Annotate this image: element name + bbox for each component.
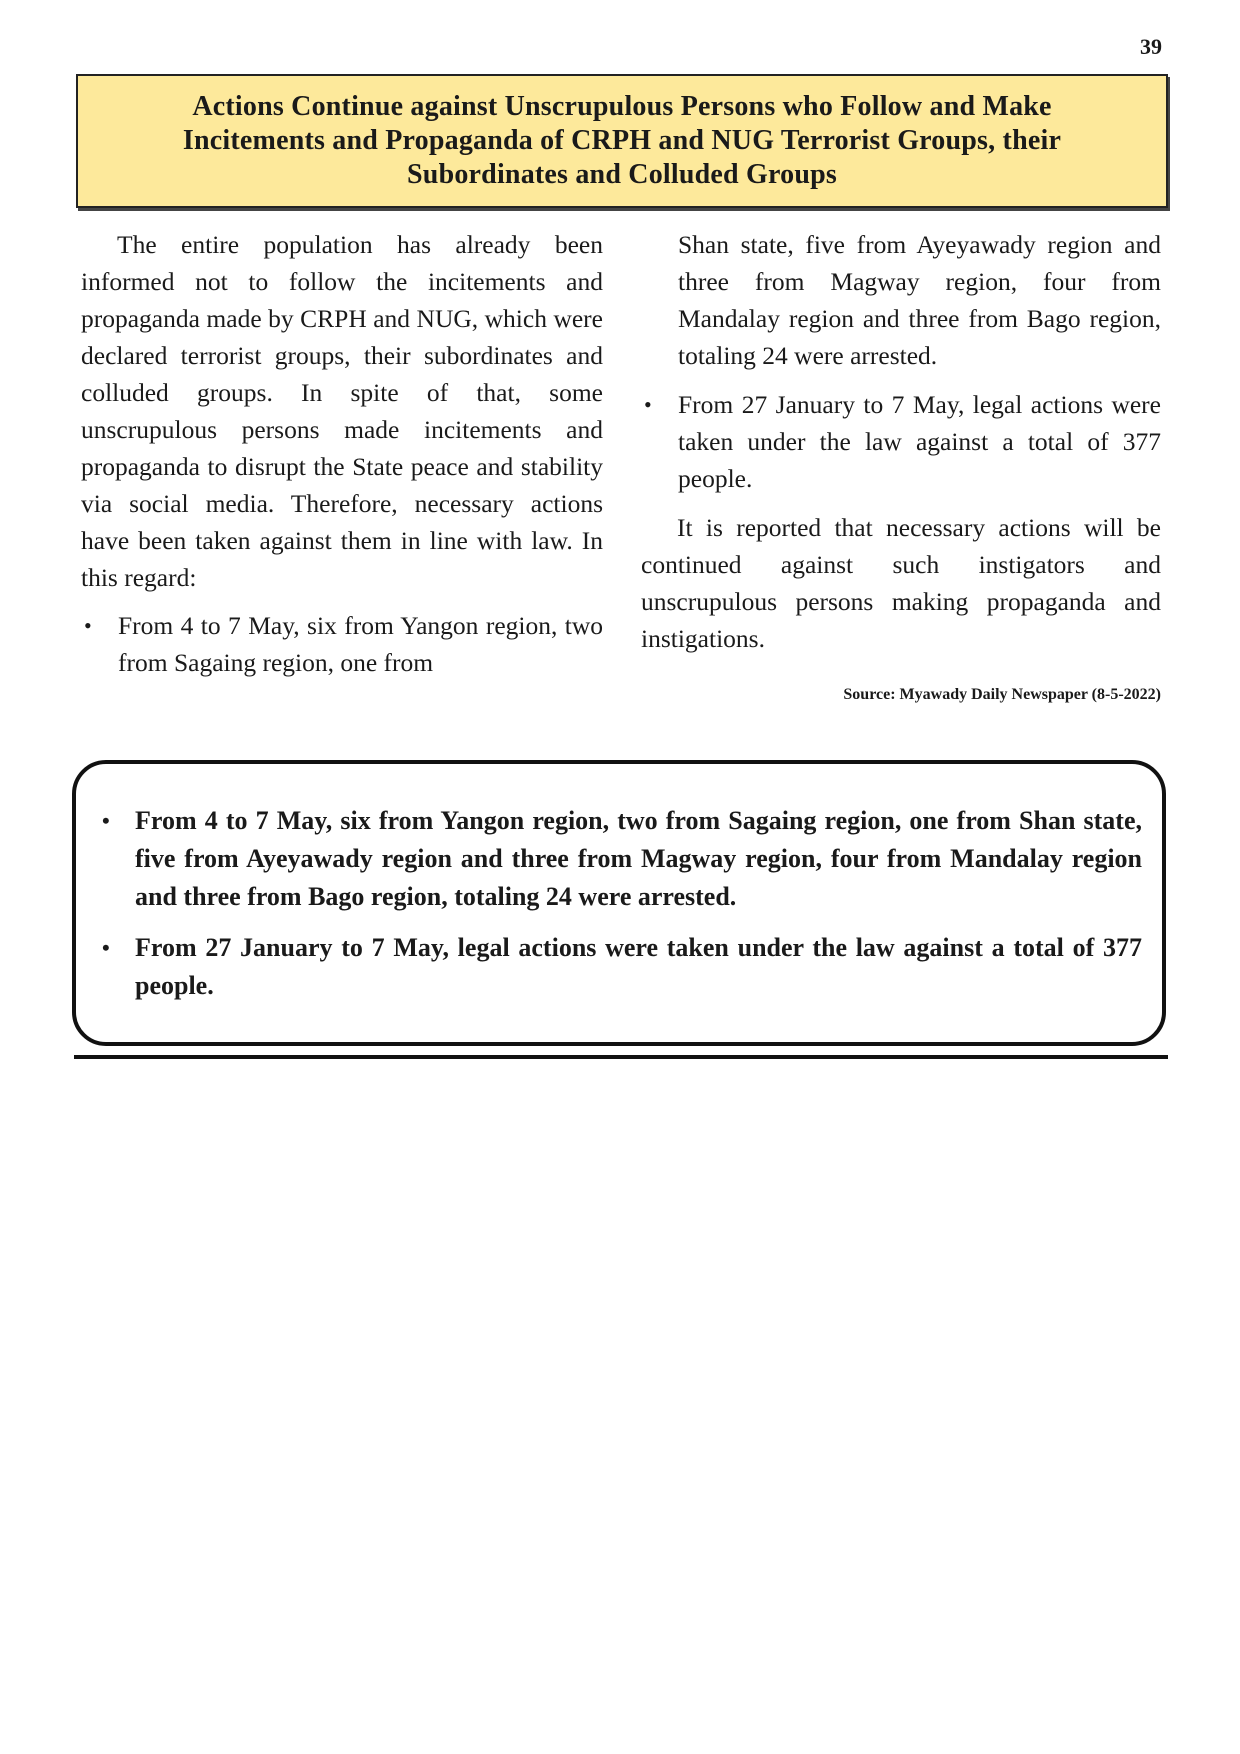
bullet-icon: • — [102, 808, 110, 833]
article-bullet-text: From 27 January to 7 May, legal actions were taken under the law against a total of 377 people. — [678, 390, 1161, 493]
bullet-icon: • — [84, 613, 92, 638]
bullet-icon: • — [102, 935, 110, 960]
article-bullet-text: From 4 to 7 May, six from Yangon region, two from Sagaing region, one from — [118, 611, 603, 677]
page-number: 39 — [1140, 34, 1162, 59]
article-conclusion-paragraph: It is reported that necessary actions will be continued against such instigators and unscrupulous persons making propaganda and instigations. — [641, 513, 1161, 653]
article-intro-paragraph: The entire population has already been informed not to follow the incitements and propaganda made by CRPH and NUG, which were declared terrorist groups, their subordinates and colluded groups. In spite of that, some unscrupulous persons made incitements and propaganda to disrupt the State peace and stability via social media. Therefore, necessary actions have been taken against them in line with law. In this regard: — [81, 230, 603, 592]
article-bullet-list-right — [641, 226, 1161, 497]
summary-item-text: From 4 to 7 May, six from Yangon region, two from Sagaing region, one from Shan state, five from Ayeyawady region and three from Magway region, four from Mandalay region and three from Bago region, totaling 24 were arrested. — [135, 806, 1142, 911]
article-source: Source: Myawady Daily Newspaper (8-5-2022) — [843, 686, 1161, 703]
summary-list — [96, 802, 1142, 1005]
article-bullet-item-continued — [641, 226, 1161, 374]
article-bullet-text: Shan state, five from Ayeyawady region and three from Magway region, four from Mandalay region and three from Bago region, totaling 24 were arrested. — [678, 230, 1161, 370]
article-bullet-item — [641, 386, 1161, 497]
article-column-right — [641, 226, 1161, 705]
bottom-divider — [74, 1055, 1168, 1059]
article-column-left — [81, 226, 603, 681]
bullet-icon: • — [644, 392, 652, 417]
article-headline: Actions Continue against Unscrupulous Persons who Follow and Make Incitements and Propaganda of CRPH and NUG Terrorist Groups, their Subordinates and Colluded Groups — [182, 91, 1062, 190]
headline-box — [76, 74, 1168, 208]
summary-item-text: From 27 January to 7 May, legal actions were taken under the law against a total of 377 people. — [135, 933, 1142, 1000]
summary-box — [72, 760, 1166, 1046]
article-bullet-list-left — [81, 607, 603, 681]
article-bullet-item — [81, 607, 603, 681]
summary-item — [96, 802, 1142, 916]
summary-item — [96, 929, 1142, 1005]
